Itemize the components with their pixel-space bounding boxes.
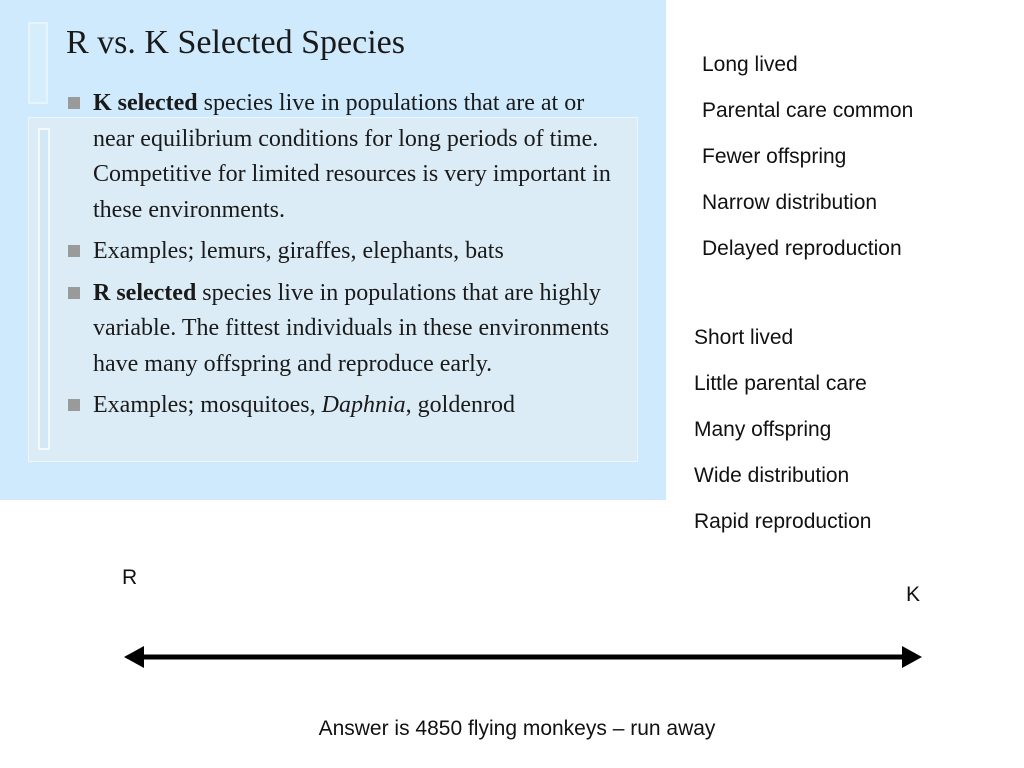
- r-traits-list: [694, 325, 871, 555]
- k-trait: Narrow distribution: [702, 191, 878, 214]
- k-trait: Parental care common: [702, 99, 914, 122]
- bullet-square-icon: [68, 287, 80, 299]
- bullet-r-examples: [66, 388, 631, 424]
- bullet-text: species live in populations that are at or near equilibrium conditions for long periods of time. Competitive for limited resources is very important in these environments.: [93, 90, 611, 223]
- title-decoration-bar: [28, 22, 48, 104]
- k-trait: Delayed reproduction: [702, 237, 902, 260]
- slide-title: R vs. K Selected Species: [66, 24, 405, 61]
- arrow-head-right: [902, 646, 922, 668]
- r-trait: Many offspring: [694, 418, 832, 441]
- r-trait: Rapid reproduction: [694, 510, 872, 533]
- bullet-square-icon: [68, 97, 80, 109]
- bullet-square-icon: [68, 399, 80, 411]
- answer-text: Answer is 4850 flying monkeys – run away: [318, 717, 716, 740]
- bullet-bold-term: R selected: [93, 279, 197, 306]
- r-trait: Short lived: [694, 326, 794, 349]
- slide-bullet-list: [66, 86, 631, 430]
- k-trait: Long lived: [702, 53, 798, 76]
- r-trait: Wide distribution: [694, 464, 850, 487]
- bullet-text: , goldenrod: [405, 392, 515, 418]
- bullet-r-selected: [66, 276, 631, 383]
- bullet-text: Examples; mosquitoes,: [93, 392, 322, 418]
- bullet-text: species live in populations that are highly variable. The fittest individuals in these environments have many offspring and reproduce early.: [93, 279, 610, 377]
- highlight-decoration-bar: [38, 128, 50, 450]
- bullet-bold-term: K selected: [93, 90, 198, 116]
- k-trait: Fewer offspring: [702, 145, 847, 168]
- bullet-italic-term: Daphnia: [321, 392, 406, 418]
- axis-label-r: R: [122, 566, 138, 589]
- bullet-k-selected: [66, 86, 631, 228]
- double-arrow-icon: [124, 644, 924, 670]
- bullet-k-examples: [66, 234, 631, 270]
- r-trait: Little parental care: [694, 372, 867, 395]
- axis-label-k: K: [906, 583, 921, 606]
- bullet-square-icon: [68, 245, 80, 257]
- bullet-text: Examples; lemurs, giraffes, elephants, bats: [93, 238, 504, 264]
- k-traits-list: [702, 52, 913, 282]
- arrow-head-left: [124, 646, 144, 668]
